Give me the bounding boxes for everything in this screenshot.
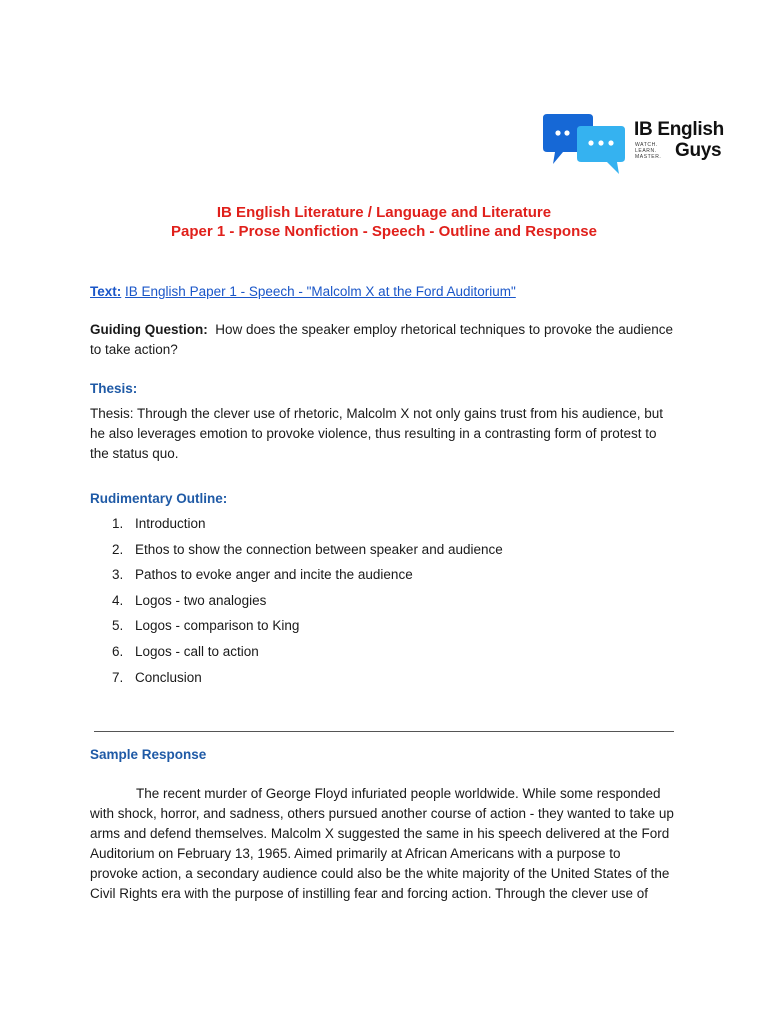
guiding-line1: How does the speaker employ rhetorical techniques to provoke the audience bbox=[215, 322, 674, 337]
outline-item-text: Logos - comparison to King bbox=[135, 618, 300, 634]
outline-item-number: 6. bbox=[112, 643, 124, 659]
doc-title-line1: IB English Literature / Language and Literature bbox=[216, 204, 552, 221]
thesis-line: Thesis: Through the clever use of rhetoric, Malcolm X not only gains trust from his audience, but bbox=[90, 406, 664, 421]
brand-logo bbox=[543, 112, 724, 176]
outline-item-number: 3. bbox=[112, 567, 124, 583]
sample-line: with shock, horror, and sadness, others pursued another course of action - they wanted to take up bbox=[90, 806, 674, 821]
logo-tagline: WATCH. LEARN. MASTER. bbox=[635, 142, 662, 160]
outline-item bbox=[90, 565, 590, 591]
outline-item bbox=[90, 668, 590, 694]
guiding-question bbox=[90, 320, 680, 360]
thesis-line: the status quo. bbox=[90, 446, 179, 461]
sample-body bbox=[90, 784, 680, 904]
section-divider bbox=[94, 731, 674, 732]
logo-name-line2: Guys bbox=[675, 140, 722, 161]
outline-item-number: 7. bbox=[112, 669, 124, 685]
outline-item-number: 4. bbox=[112, 592, 124, 608]
text-label[interactable]: Text: bbox=[90, 284, 122, 299]
sample-line: Auditorium on February 13, 1965. Aimed primarily at African Americans with a purpose to bbox=[90, 846, 621, 861]
outline-item-text: Conclusion bbox=[135, 669, 202, 685]
text-link[interactable]: IB English Paper 1 - Speech - "Malcolm X at the Ford Auditorium" bbox=[125, 284, 516, 299]
outline-item-text: Logos - call to action bbox=[135, 643, 259, 659]
outline-item bbox=[90, 642, 590, 668]
guiding-label: Guiding Question: bbox=[90, 322, 208, 337]
outline-item-number: 5. bbox=[112, 618, 124, 634]
sample-line: arms and defend themselves. Malcolm X suggested the same in his speech delivered at the Ford bbox=[90, 826, 670, 841]
doc-title-line2: Paper 1 - Prose Nonfiction - Speech - Outline and Response bbox=[171, 223, 597, 240]
outline-item bbox=[90, 540, 590, 566]
text-reference bbox=[90, 282, 680, 302]
outline-item-text: Pathos to evoke anger and incite the audience bbox=[135, 567, 413, 583]
logo-name-line1: IB English bbox=[634, 119, 724, 140]
sample-line: provoke action, a secondary audience could also be the white majority of the United States of the bbox=[90, 866, 670, 881]
thesis-line: he also leverages emotion to provoke violence, thus resulting in a contrasting form of protest to bbox=[90, 426, 657, 441]
sample-line: Civil Rights era with the purpose of instilling fear and forcing action. Through the clever use of bbox=[90, 886, 649, 901]
outline-item bbox=[90, 514, 590, 540]
outline-item-number: 1. bbox=[112, 516, 124, 531]
outline-item-text: Ethos to show the connection between speaker and audience bbox=[135, 541, 503, 557]
sample-heading: Sample Response bbox=[90, 747, 207, 762]
outline-item bbox=[90, 616, 590, 642]
sample-line: The recent murder of George Floyd infuriated people worldwide. While some responded bbox=[136, 786, 661, 801]
outline-list bbox=[90, 514, 590, 693]
thesis-body bbox=[90, 404, 680, 464]
chat-bubbles-icon bbox=[543, 112, 633, 176]
guiding-line2: to take action? bbox=[90, 342, 178, 357]
outline-item-text: Introduction bbox=[135, 516, 206, 531]
outline-item bbox=[90, 591, 590, 617]
outline-item-number: 2. bbox=[112, 541, 124, 557]
outline-item-text: Logos - two analogies bbox=[135, 592, 267, 608]
outline-heading: Rudimentary Outline: bbox=[90, 491, 228, 506]
thesis-heading: Thesis: bbox=[90, 381, 138, 396]
